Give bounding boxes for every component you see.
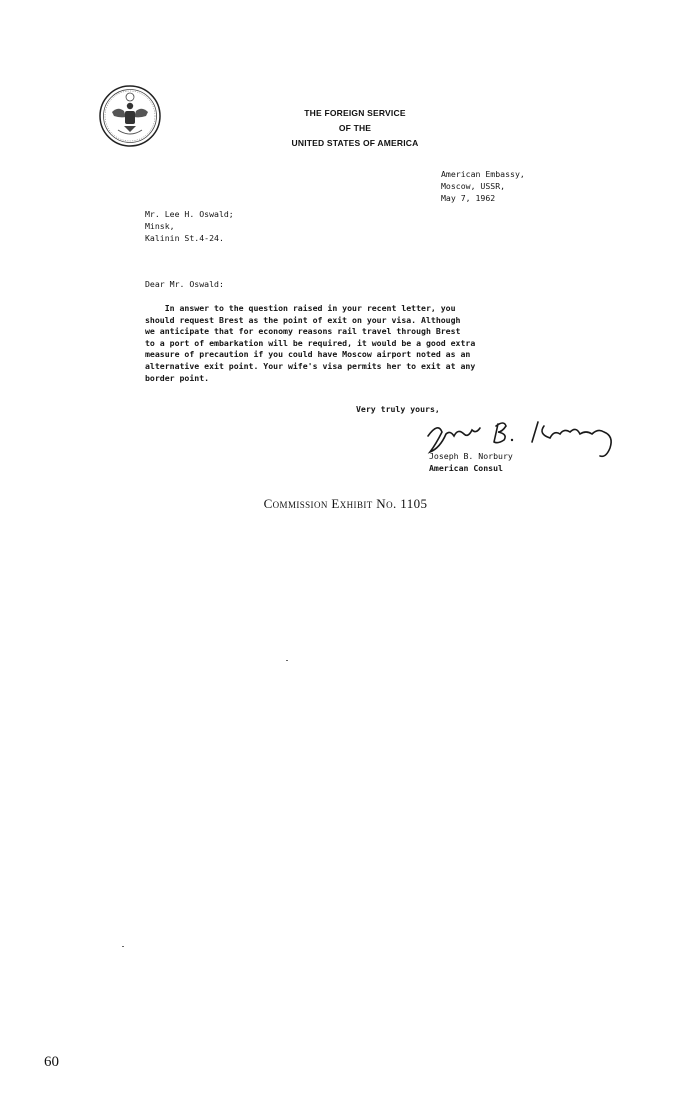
letterhead-line: OF THE (338, 123, 372, 133)
letter-body (145, 303, 475, 384)
sender-line: Moscow, USSR, (441, 181, 506, 191)
scan-speck (286, 660, 288, 661)
letterhead-line: THE FOREIGN SERVICE (304, 108, 406, 118)
recipient-line: Minsk, (145, 221, 175, 231)
great-seal-emblem (98, 84, 162, 148)
recipient-address (145, 208, 234, 244)
body-line: border point. (145, 372, 210, 383)
page-number: 60 (44, 1054, 59, 1070)
sender-address (441, 168, 525, 204)
body-line: should request Brest as the point of exit on your visa. Although (145, 314, 461, 325)
signer-name: Joseph B. Norbury (429, 451, 513, 461)
body-line: measure of precaution if you could have Moscow airport noted as an (145, 349, 471, 360)
recipient-name: Mr. Lee H. Oswald; (145, 209, 234, 219)
signer-title: American Consul (429, 463, 503, 473)
exhibit-caption: Commission Exhibit No. 1105 (263, 496, 428, 511)
complimentary-close: Very truly yours, (356, 404, 440, 414)
signer-block (429, 450, 513, 474)
body-line: we anticipate that for economy reasons rail travel through Brest (145, 326, 461, 337)
recipient-line: Kalinin St.4-24. (145, 233, 224, 243)
letter-date: May 7, 1962 (441, 193, 496, 203)
body-line: to a port of embarkation will be required, it would be a good extra (145, 337, 476, 348)
letterhead (255, 106, 455, 151)
scan-speck (122, 946, 124, 947)
letterhead-line: UNITED STATES OF AMERICA (291, 138, 419, 148)
body-line: In answer to the question raised in your recent letter, you (145, 303, 456, 313)
sender-line: American Embassy, (441, 169, 525, 179)
salutation: Dear Mr. Oswald: (145, 279, 224, 289)
body-line: alternative exit point. Your wife's visa permits her to exit at any (145, 360, 476, 371)
